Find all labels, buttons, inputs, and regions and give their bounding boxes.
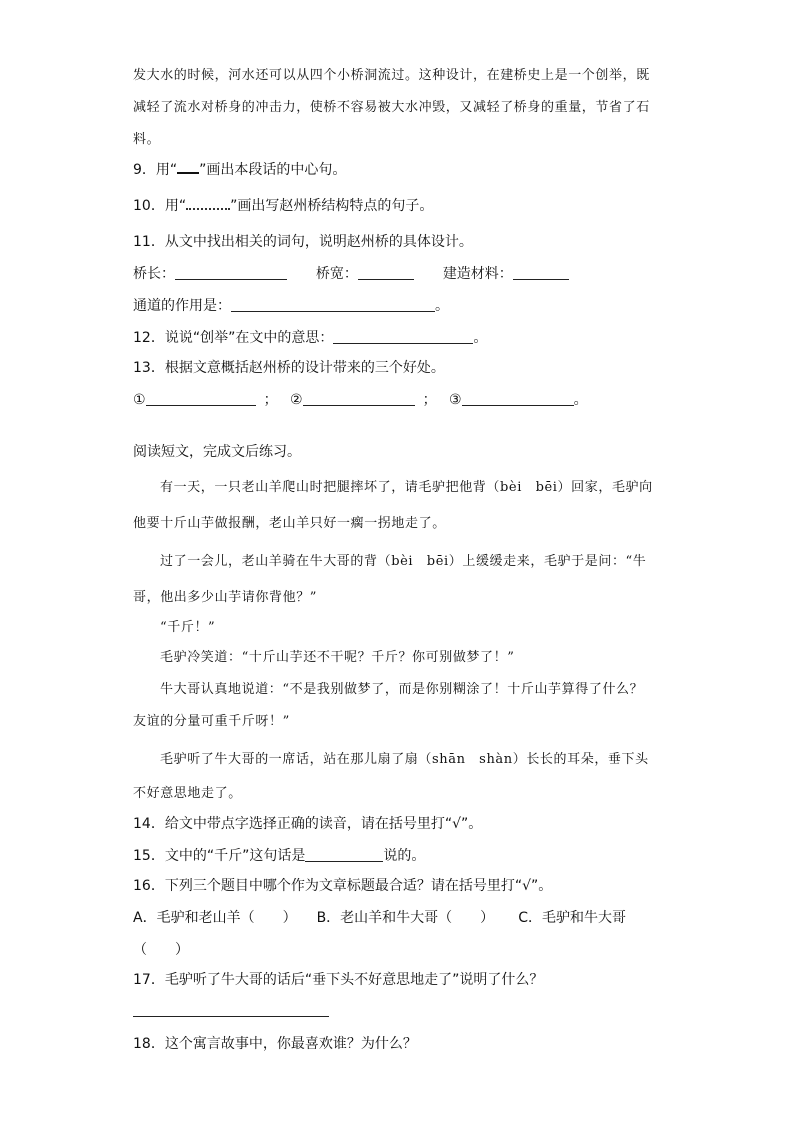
- question-11-passage-field: [133, 296, 449, 316]
- story-line: 过了一会儿，老山羊骑在牛大哥的背（bèi bēi）上缓缓走来，毛驴于是问：“牛: [160, 554, 647, 569]
- question-14: 14．给文中带点字选择正确的读音，请在括号里打“√”。: [133, 816, 483, 832]
- question-16-options: [133, 908, 626, 928]
- question-17: 17．毛驴听了牛大哥的话后“垂下头不好意思地走了”说明了什么？: [133, 972, 544, 988]
- question-11-fields: [133, 264, 569, 284]
- passage-line: 减轻了流水对桥身的冲击力，使桥不容易被大水冲毁，又减轻了桥身的重量，节省了石: [133, 100, 650, 115]
- benefit-1-blank[interactable]: [146, 391, 256, 406]
- question-18: 18．这个寓言故事中，你最喜欢谁？为什么？: [133, 1036, 417, 1052]
- story-line: 毛驴冷笑道：“十斤山芋还不干呢？千斤？你可别做梦了！”: [160, 650, 515, 665]
- question-text: 12．说说“创举”在文中的意思：: [133, 330, 334, 346]
- story-line: “千斤！”: [160, 620, 216, 635]
- passage-purpose-blank[interactable]: [231, 297, 435, 312]
- story-line: 有一天，一只老山羊爬山时把腿摔坏了，请毛驴把他背（bèi bēi）回家，毛驴向: [160, 480, 653, 495]
- question-text: 15．文中的“千斤”这句话是: [133, 848, 306, 864]
- benefit-2-blank[interactable]: [303, 391, 415, 406]
- material-blank[interactable]: [513, 265, 569, 280]
- bridge-width-label: 桥宽：: [315, 266, 358, 282]
- passage-line: 发大水的时候，河水还可以从四个小桥洞流过。这种设计，在建桥史上是一个创举，既: [133, 68, 650, 83]
- speaker-blank[interactable]: [305, 847, 383, 862]
- bridge-width-blank[interactable]: [358, 265, 414, 280]
- question-11: 11．从文中找出相关的词句，说明赵州桥的具体设计。: [133, 234, 473, 250]
- story-line: 牛大哥认真地说道：“不是我别做梦了，而是你别糊涂了！十斤山芋算得了什么？: [160, 682, 644, 697]
- straight-underline-sample: [177, 160, 199, 174]
- circled-number-2: ②: [290, 392, 303, 408]
- option-b[interactable]: B．老山羊和牛大哥（ ）: [316, 910, 495, 926]
- period: 。: [435, 298, 449, 314]
- wavy-underline-sample: [186, 196, 230, 210]
- bridge-length-label: 桥长：: [133, 266, 175, 282]
- question-text: ”画出写赵州桥结构特点的句子。: [230, 198, 434, 214]
- question-10: [133, 196, 433, 216]
- period: 。: [573, 392, 588, 408]
- passage-line: 料。: [133, 132, 161, 147]
- circled-number-1: ①: [133, 392, 146, 408]
- question-13-blanks: [133, 390, 588, 410]
- material-label: 建造材料：: [442, 266, 513, 282]
- story-line: 他要十斤山芋做报酬，老山羊只好一瘸一拐地走了。: [133, 516, 446, 531]
- story-line: 不好意思地走了。: [133, 786, 242, 801]
- question-15: [133, 846, 425, 866]
- story-line: 毛驴听了牛大哥的一席话，站在那儿扇了扇（shān shàn）长长的耳朵，垂下头: [160, 752, 649, 767]
- reading-instruction: 阅读短文，完成文后练习。: [133, 444, 301, 460]
- bridge-length-blank[interactable]: [175, 265, 287, 280]
- answer-line[interactable]: [133, 1016, 329, 1017]
- benefit-3-blank[interactable]: [462, 391, 574, 406]
- question-12: [133, 328, 487, 348]
- story-line: 哥，他出多少山芋请你背他？”: [133, 590, 318, 605]
- period: 。: [473, 330, 488, 346]
- separator: ；: [263, 392, 278, 408]
- option-a[interactable]: A．毛驴和老山羊（ ）: [133, 910, 297, 926]
- separator: ；: [422, 392, 437, 408]
- question-9: [133, 160, 346, 180]
- question-13: 13．根据文意概括赵州桥的设计带来的三个好处。: [133, 360, 445, 376]
- question-text: ”画出本段话的中心句。: [199, 162, 347, 178]
- option-c-paren[interactable]: （ ）: [133, 942, 189, 958]
- meaning-blank[interactable]: [333, 329, 473, 344]
- story-line: 友谊的分量可重千斤呀！”: [133, 714, 290, 729]
- question-16: 16．下列三个题目中哪个作为文章标题最合适？请在括号里打“√”。: [133, 878, 553, 894]
- passage-purpose-label: 通道的作用是：: [133, 298, 231, 314]
- question-text: 说的。: [383, 848, 426, 864]
- option-c[interactable]: C．毛驴和牛大哥: [518, 910, 626, 926]
- circled-number-3: ③: [449, 392, 462, 408]
- question-text: 10．用“: [133, 198, 187, 214]
- question-text: 9．用“: [133, 162, 178, 178]
